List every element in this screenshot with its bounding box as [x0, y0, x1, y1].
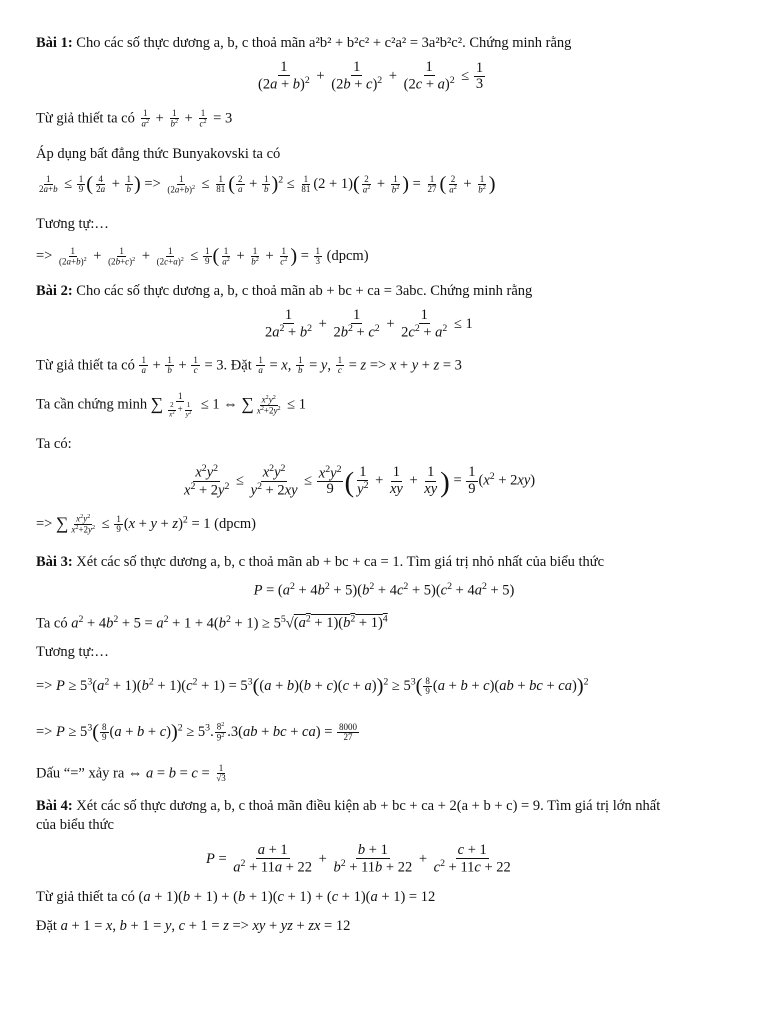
problem-4-statement-line-2: của biểu thức — [36, 817, 114, 833]
problem-2-step-1: Từ giả thiết ta có $\frac{1}{a}$ + $\frac{1}{b}$ + $\frac{1}{c}$ = 3. Đặt $\frac{1}{a}$ = x, $\frac{1}{b}$ = y, $\frac{1}{c}$ = z => x + y + z = 3 — [36, 355, 462, 376]
problem-2-step-2: Ta cần chứng minh ∑ 1 $\frac{2}{x^2}$ + $\frac{1}{y^2}$ ≤ 1 ⇔ ∑ $\frac{x^2y^2}{x^2+2y^2}$ ≤ 1 — [36, 391, 307, 419]
problem-2-inequality: $\frac{1}{2a^2 + b^2}$ + $\frac{1}{2b^2 + c^2}$ + $\frac{1}{2c^2 + a^2}$ ≤ 1 — [265, 307, 473, 341]
problem-3-step-1: Ta có $a^2 + 4b^2 + 5 = a^2 + 1 + 4(b^2 + 1) \ge 5^5√(a^2 + 1)(b^2 + 1)^4$ — [36, 614, 388, 632]
problem-3-statement — [36, 554, 604, 571]
problem-3-expression: $P = (a^2 + 4b^2 + 5)(b^2 + 4c^2 + 5)(c^2 + 4a^2 + 5)$ — [253, 581, 515, 599]
problem-1-step-2: Áp dụng bất đẳng thức Bunyakovski ta có — [36, 146, 281, 162]
problem-4-step-1: Từ giả thiết ta có (a + 1)(b + 1) + (b + 1)(c + 1) + (c + 1)(a + 1) = 12 — [36, 889, 436, 905]
problem-3-step-5: Dấu “=” xảy ra ⇔ a = b = c = $\frac{1}{√3}$ — [36, 763, 226, 784]
problem-1-step-3: $\frac{1}{2a+b}$ ≤ $\frac{1}{9}$ ( $\frac{4}{2a}$ + $\frac{1}{b}$ ) => $\frac{1}{(2a+b)^2}$ ≤ $\frac{1}{81}$ ( $\frac{2}{a}$ + $\frac{1}{b}$ )$^2$ ≤ $\frac{1}{81}$ (2 + 1)( $\frac{2}{a^2}$ + $\frac{1}{b^2}$ ) = $\frac{1}{27}$ ( $\frac{2}{a^2}$ + $\frac{1}{b^2}$ ) — [39, 173, 496, 195]
problem-2-statement — [36, 283, 532, 300]
problem-3-title: Bài 3: — [36, 554, 73, 570]
problem-2-title: Bài 2: — [36, 283, 73, 299]
problem-2-step-3: Ta có: — [36, 436, 72, 452]
problem-1-step-5: => $\frac{1}{(2a+b)^2}$ + $\frac{1}{(2b+c)^2}$ + $\frac{1}{(2c+a)^2}$ ≤ $\frac{1}{9}$ ( $\frac{1}{a^2}$ + $\frac{1}{b^2}$ + $\frac{1}{c^2}$ ) = $\frac{1}{3}$ (dpcm) — [36, 245, 369, 267]
problem-4-text: Xét các số thực dương a, b, c thoả mãn điều kiện ab + bc + ca + 2(a + b + c) = 9. Tìm giá trị lớn nhất — [76, 798, 661, 814]
problem-4-title: Bài 4: — [36, 798, 73, 814]
problem-1-step-1: Từ giả thiết ta có $\frac{1}{a^2}$ + $\frac{1}{b^2}$ + $\frac{1}{c^2}$ = 3 — [36, 108, 233, 129]
problem-1-inequality: $\frac{1}{(2a + b)^2}$ + $\frac{1}{(2b + c)^2}$ + $\frac{1}{(2c + a)^2}$ ≤ $\frac{1}{3}$ — [258, 59, 484, 93]
problem-4-expression: P = $\frac{a + 1}{a^2 + 11a + 22}$ + $\frac{b + 1}{b^2 + 11b + 22}$ + $\frac{c + 1}{c^2 + 11c + 22}$ — [206, 842, 511, 876]
problem-1-title: Bài 1: — [36, 35, 73, 51]
problem-1-step-4: Tương tự:… — [36, 216, 109, 232]
problem-1-statement — [36, 35, 571, 52]
problem-4-step-2: Đặt a + 1 = x, b + 1 = y, c + 1 = z => xy + yz + zx = 12 — [36, 918, 351, 934]
problem-3-step-4: => $P \ge 5^3$( $\frac{8}{9}$ $(a + b + c))^2 \ge 5^3$. $\frac{8^2}{9^2}$ .3(ab + bc + ca) = $\frac{8000}{27}$ — [36, 721, 357, 743]
problem-1-text: Cho các số thực dương a, b, c thoả mãn a²b² + b²c² + c²a² = 3a²b²c². Chứng minh rằng — [76, 35, 572, 51]
problem-4-statement — [36, 798, 660, 815]
problem-3-step-2: Tương tự:… — [36, 644, 109, 660]
problem-2-step-4: $\frac{x^2y^2}{x^2 + 2y^2}$ ≤ $\frac{x^2y^2}{y^2 + 2xy}$ ≤ $\frac{x^2y^2}{9}$ ( $\frac{1}{y^2}$ + $\frac{1}{xy}$ + $\frac{1}{xy}$ ) = $\frac{1}{9}$ $(x^2 + 2xy)$ — [184, 463, 536, 499]
problem-2-text: Cho các số thực dương a, b, c thoả mãn ab + bc + ca = 3abc. Chứng minh rằng — [76, 283, 533, 299]
problem-3-text: Xét các số thực dương a, b, c thoả mãn ab + bc + ca = 1. Tìm giá trị nhỏ nhất của biểu thức — [76, 554, 605, 570]
problem-2-step-5: => ∑ $\frac{x^2y^2}{x^2+2y^2}$ ≤ $\frac{1}{9}$ $(x + y + z)^2 = 1$ (dpcm) — [36, 513, 257, 535]
problem-3-step-3: => $P \ge 5^3(a^2 + 1)(b^2 + 1)(c^2 + 1) = 5^3((a + b)(b + c)(c + a))^2 \ge 5^3$( $\frac{8}{9}$ (a + b + c)(ab + bc + ca))$^2$ — [36, 675, 589, 697]
